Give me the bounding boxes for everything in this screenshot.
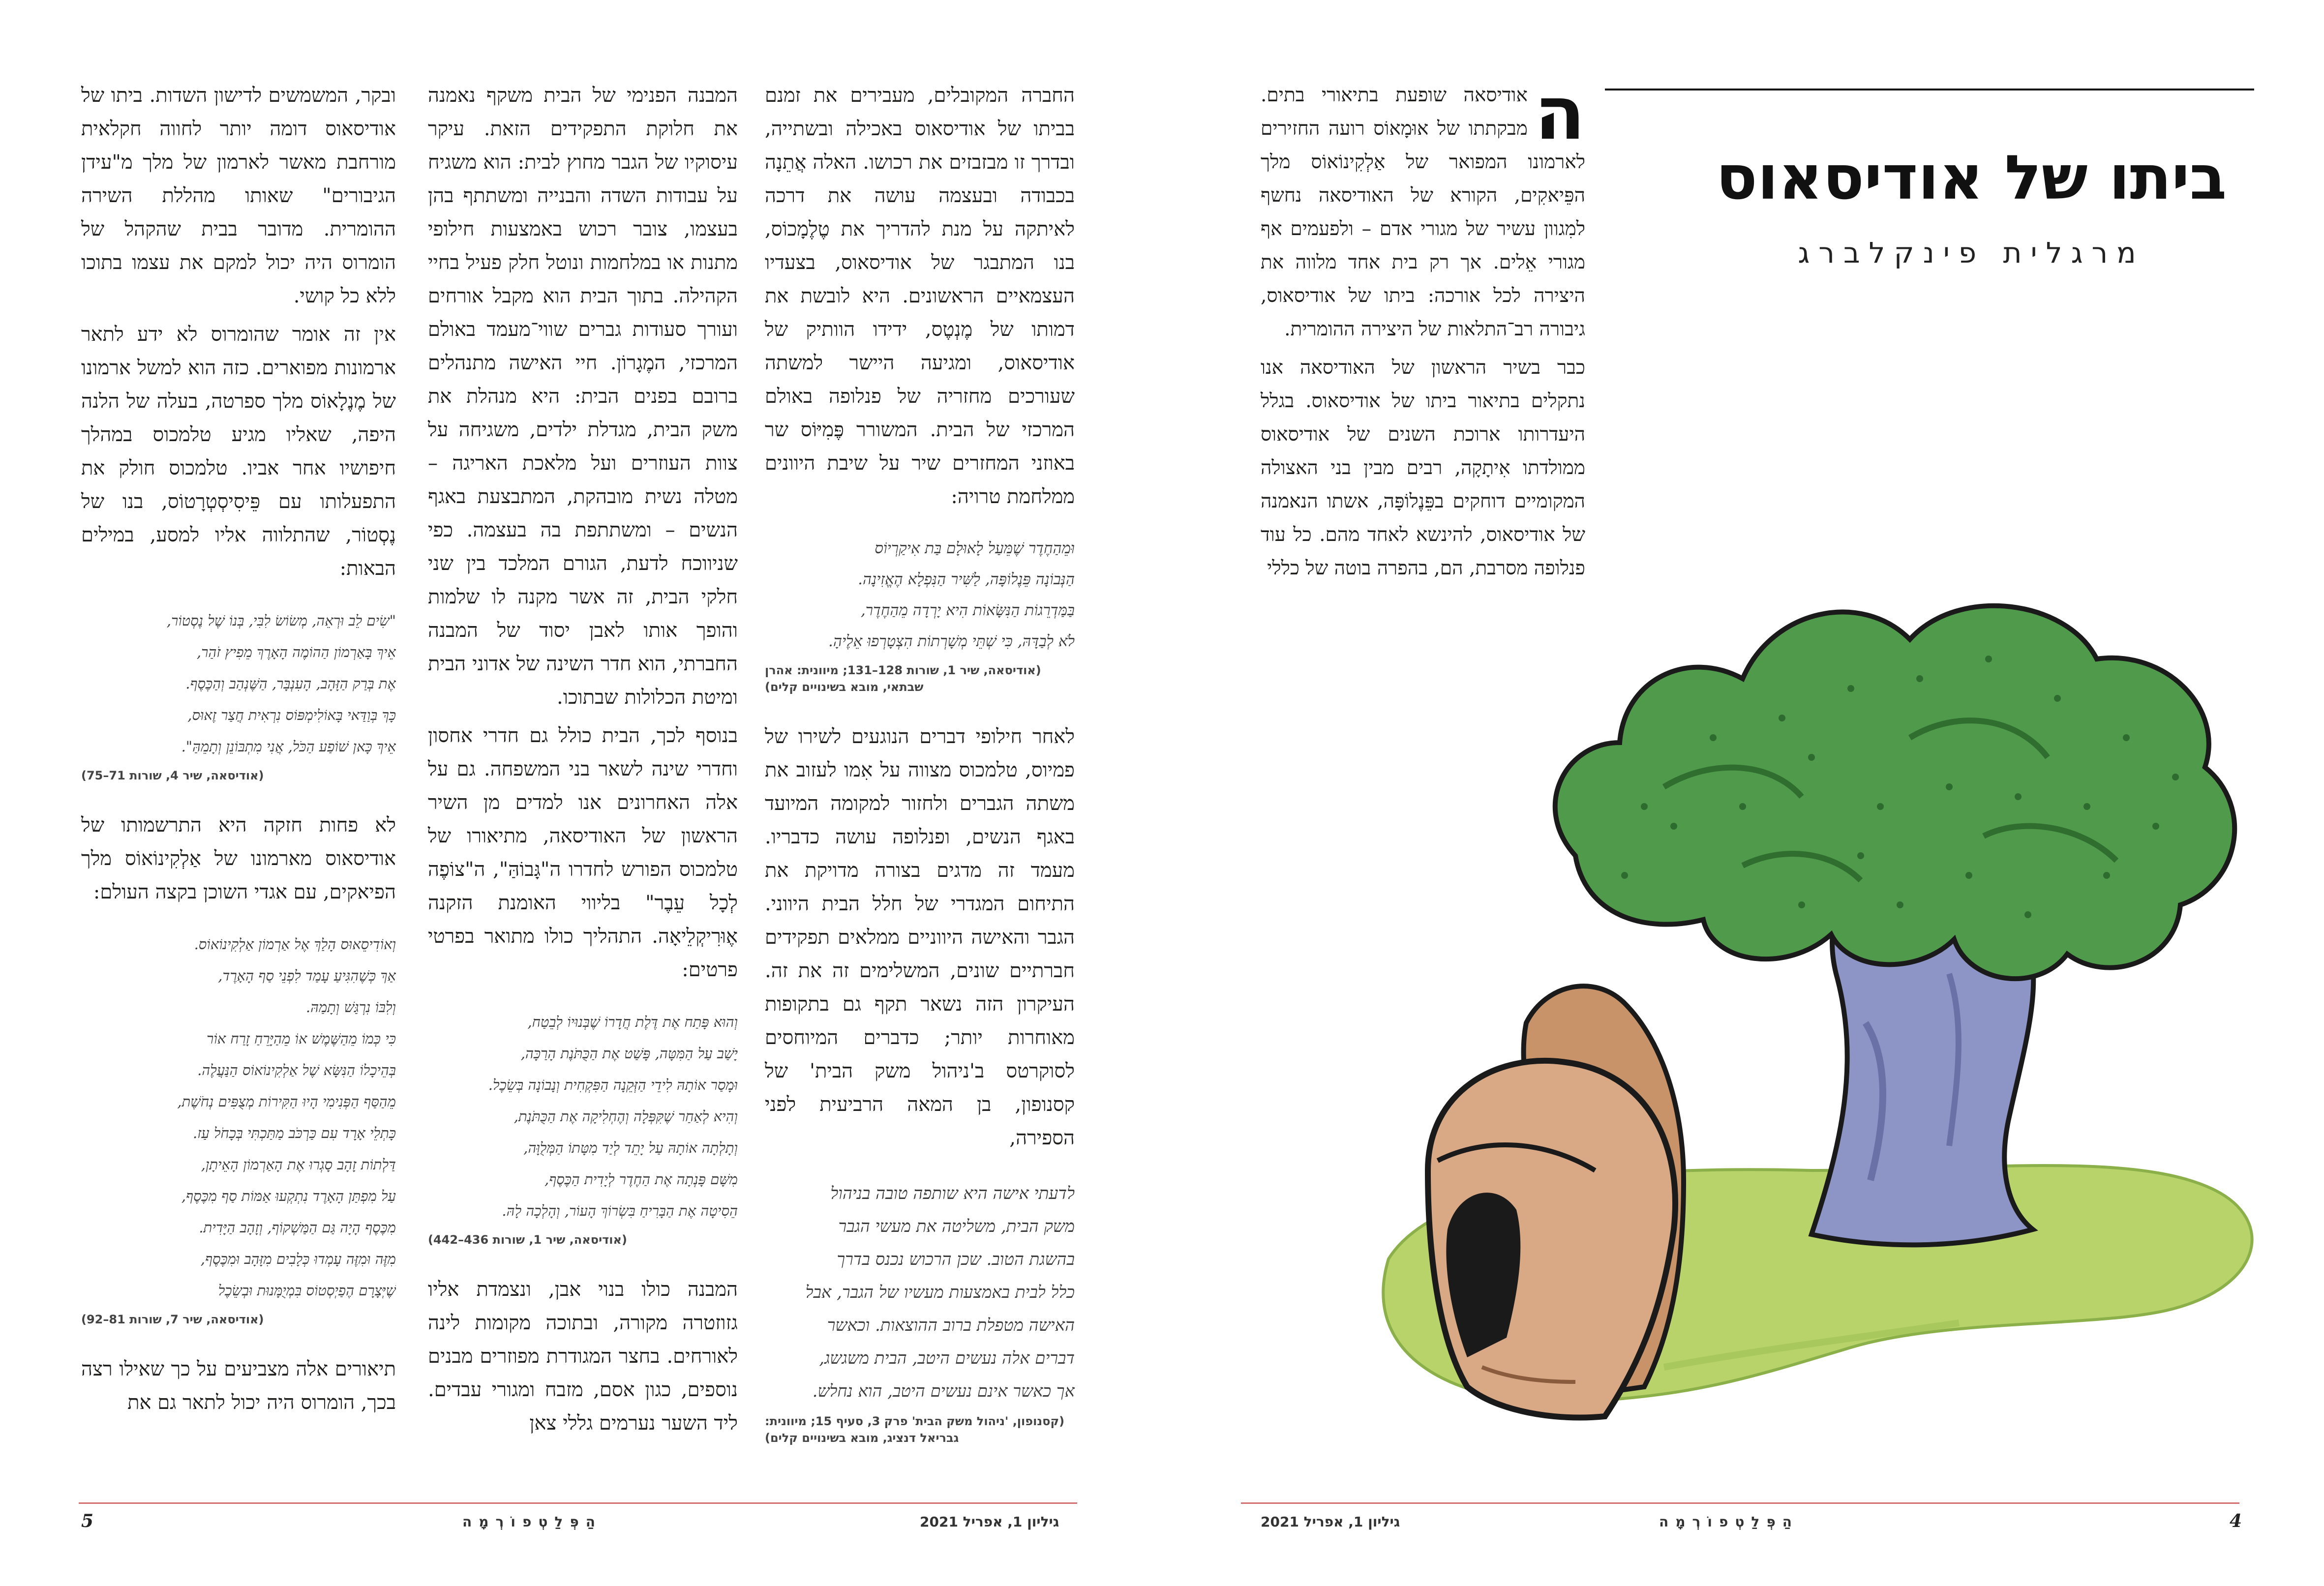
poem-line: כָּתְלֵי אָרָד עִם כַּרְכֹּב מַתַּכְתִּי בְּכָחֹל עַז. xyxy=(193,1125,396,1141)
poem-line: וְהוּא פָּתַח אֶת דֶּלֶת חֲדָרוֹ שֶׁבְּנוּיוֹ לְבֵטַח, xyxy=(527,1014,738,1030)
quote-line: משק הבית, משליטה את מעשי הגבר xyxy=(838,1217,1075,1236)
article-author: מרגלית פינקלברג xyxy=(1798,236,2145,269)
poem-line: וּמָסַר אוֹתָהּ לִידֵי הַזְּקֵנָה הַפִּקְחִית וְנָבוֹנָה בְּשֵׂכֶל. xyxy=(488,1077,738,1093)
poem-line: וְאוֹדִיסֵאוּס הָלַךְ אֶל אַרְמוֹן אַלְקִינוֹאוֹס. xyxy=(194,936,396,953)
text-column-opening xyxy=(1261,71,1585,590)
poem-line: מִכֶּסֶף הָיָה גַּם הַמַּשְׁקוֹף, וְזָהָב הַיָּדִית. xyxy=(199,1219,396,1236)
paragraph: בנוסף לכך, הבית כולל גם חדרי אחסון וחדרי שינה לשאר בני המשפחה. גם על אלה האחרונים אנו למדים מן השיר הראשון של האודיסאה, מתיאורו של טלמכוס הפורש לחדרו ה"גָּבוֹהַּ", ה"צוֹפֶה לְכָל עֵבֶר" בליווי האומנת הזקנה אֶוּרִיקְלֵיאָה. התהליך כולו מתואר בפרטי פרטים: xyxy=(428,724,738,981)
citation: (אודיסאה, שיר 1, שורות 436–442) xyxy=(428,1233,627,1247)
poem-line: יָשַׁב עַל הַמִּטָּה, פָּשַׁט אֶת הַכֻּתֹּנֶת הָרַכָּה, xyxy=(520,1045,738,1062)
poem-line: שֶׁיְּצָרָם הֶפַיְסְטוֹס בִּמְיֻמָּנוּת וּבְשֵׂכֶל xyxy=(218,1282,396,1299)
title-rule xyxy=(1605,89,2254,90)
poem-line: "שִׂים לֵב וּרְאֵה, מְשׂוֹשׂ לִבִּי, בְּנוֹ שֶׁל נֶסְטוֹר, xyxy=(166,612,396,629)
illustration xyxy=(1369,531,2274,1475)
poem-line: אֶת בְּרַק הַזָּהָב, הָעִנְבָּר, הַשֶּׁנְהַב וְהַכֶּסֶף. xyxy=(185,675,396,692)
paragraph: תיאורים אלה מצביעים על כך שאילו רצה בכך, הומרוס היה יכול לתאר גם את xyxy=(81,1358,396,1414)
poem-line: אֵיךְ בָּאַרְמוֹן הַהוֹמֶה הָאָרֶךְ מֵפִיץ זֹהַר, xyxy=(196,644,396,660)
poem-line: בַּמַּדְרֵגוֹת הַנִּשָּׂאוֹת הִיא יָרְדָה מֵהַחֶדֶר, xyxy=(860,601,1075,619)
citation: (אודיסאה, שיר 7, שורות 81–92) xyxy=(81,1313,264,1326)
citation: (אודיסאה, שיר 4, שורות 71–75) xyxy=(81,769,264,782)
poem-line: לֹא לְבַדָּהּ, כִּי שְׁתֵּי מְשָׁרְתוֹת הִצְטָרְפוּ אֵלֶיהָ. xyxy=(828,632,1075,650)
quote-line: בהשגת הטוב. שכן הרכוש נכנס בדרך xyxy=(837,1250,1075,1269)
greek-helmet xyxy=(1428,986,1684,1417)
page-number: 4 xyxy=(2230,1511,2242,1531)
citation: (קסנופון, 'ניהול משק הבית' פרק 3, סעיף 15; מיוונית: גבריאל דנציג, מובא בשינויים קלים) xyxy=(765,1414,1065,1445)
poem-line: בְּהֵיכָלוֹ הַנִּשָּׂא שֶׁל אַלְקִינוֹאוֹס הַנַּעֲלֶה. xyxy=(197,1062,396,1078)
paragraph: כבר בשיר הראשון של האודיסאה אנו נתקלים בתיאור ביתו של אודיסאוס. בגלל היעדרותו ארוכת השנים של אודיסאוס ממולדתו אִיתָקָה, רבים מבין בני האצולה המקומיים דוחקים בפֵּנֶלוֹפָּה, אשתו הנאמנה של אודיסאוס, להינשא לאחד מהם. כל עוד פנלופה מסרבת, הם, בהפרה בוטה של כללי xyxy=(1261,357,1585,579)
poem-line: וְלִבּוֹ נִרְגַּשׁ וְתָמַהּ. xyxy=(305,999,396,1016)
paragraph: ובקר, המשמשים לדישון השדות. ביתו של אודיסאוס דומה יותר לחווה חקלאית מורחבת מאשר לארמון של מלך מ"עידן הגיבורים" שאותו מהללת השירה ההומרית. מדובר בבית שהקהל של הומרוס היה יכול למקם את עצמו בתוכו ללא כל קושי. xyxy=(81,84,396,307)
footer-issue: גיליון 1, אפריל 2021 xyxy=(1261,1514,1400,1530)
footer-magazine-name: הַפְּלַטְפוֹרְמָה xyxy=(1659,1514,1799,1530)
page-number: 5 xyxy=(81,1511,94,1531)
poem-line: כָּךְ בְּוַדַּאי בָּאוֹלִימְפּוֹס נִרְאִית חֲצַר זֶאוּס, xyxy=(187,707,396,723)
citation: (אודיסאה, שיר 1, שורות 128–131; מיוונית: אהרן שבתאי, מובא בשינויים קלים) xyxy=(765,663,1041,694)
poem-quote xyxy=(428,1006,738,1227)
footer-magazine-name: הַפְּלַטְפוֹרְמָה xyxy=(462,1514,602,1530)
quote-line: אך כאשר אינם נעשים היטב, הוא נחלש. xyxy=(812,1381,1075,1401)
paragraph: לאחר חילופי דברים הנוגעים לשירו של פמיוס, טלמכוס מצווה על אִמו לעזוב את משתה הגברים ולחזור למקומה המיועד באגף הנשים, ופנלופה עושה כדבריו. מעמד זה מדגים בצורה מדויקת את התיחום המגדרי של חלל הבית היווני. הגבר והאישה היווניים ממלאים תפקידים חברתיים שונים, המשלימים זה את זה. העיקרון הזה נשאר תקף גם בתקופות מאוחרות יותר; כדברים המיוחסים לסוקרטס ב'ניהול משק הבית' של קסנופון, בן המאה הרביעית לפני הספירה, xyxy=(765,725,1075,1149)
quote-line: לדעתי אישה היא שותפה טובה בניהול xyxy=(830,1184,1075,1203)
paragraph: המבנה כולו בנוי אבן, ונצמדת אליו גזוזטרה מקורה, ובתוכה מקומות לינה לאורחים. בחצר המגודרת מפוזרים מבנים נוספים, כגון אסם, מזבח ומגורי עבדים. ליד השער נערמים גללי צאן xyxy=(428,1278,738,1435)
footer-rule xyxy=(1241,1502,2239,1504)
quote-line: דברים אלה נעשים היטב, הבית משגשג, xyxy=(819,1348,1075,1368)
quote-line: כלל לבית באמצעות מעשיו של הגבר, אבל xyxy=(805,1283,1075,1302)
poem-line: וְהִיא לְאַחַר שֶׁקִּפְּלָה וְהֶחְלִיקָה אֶת הַכֻּתֹּנֶת, xyxy=(513,1108,738,1125)
paragraph: לא פחות חזקה היא התרשמותו של אודיסאוס מארמונו של אַלְקִינוֹאוֹס מלך הפיאקים, עם אגדי השוכן בקצה העולם: xyxy=(81,814,396,903)
poem-line: דַּלְתוֹת זָהָב סָגְרוּ אֶת הָאַרְמוֹן הָאֵיתָן, xyxy=(201,1156,396,1173)
poem-line: כִּי כְּמוֹ מֵהַשֶּׁמֶשׁ אוֹ מֵהַיָּרֵחַ זָרַח אוֹר xyxy=(207,1030,396,1047)
text-column-middle xyxy=(428,79,738,1445)
footer-issue: גיליון 1, אפריל 2021 xyxy=(920,1514,1059,1530)
paragraph: החברה המקובלים, מעבירים את זמנם בביתו של אודיסאוס באכילה ובשתייה, ובדרך זו מבזבזים את רכושו. האלה אֲתֵנָה בכבודה ובעצמה עושה את דרכה לאיתקה על מנת להדריך את טֶלֶמָכוֹס, בנו המתבגר של אודיסאוס, בצעדיו העצמאיים הראשונים. היא לובשת את דמותו של מֶנְטֶס, ידידו הוותיק של אודיסאוס, ומגיעה היישר למשתה שעורכים מחזריה של פנלופה באולם המרכזי של הבית. המשורר פֶּמִיּוֹס שר באוזני המחזרים שיר על שיבת היוונים ממלחמת טרויה: xyxy=(765,84,1075,508)
poem-line: עַל מִפְתַּן הָאָרֶד נִתְקְעוּ אַמּוֹת סַף מִכֶּסֶף, xyxy=(181,1188,396,1204)
poem-line: מִשָּׁם פָּנְתָה אֶת הַחֶדֶר לְיָדִית הַכֶּסֶף, xyxy=(544,1171,738,1188)
opening-paragraph: ה אודיסאה שופעת בתיאורי בתים. מבקתתו של אוּמָאוֹס רועה החזירים לארמונו המפואר של אַלְקִינוֹאוֹס מלך הפֵּיאקִים, הקורא של האודיסאה נחשף למִגוון עשיר של מגורי אדם – ולפעמים אף מגורי אֵלים. אך רק בית אחד מלווה את היצירה לכל אורכה: ביתו של אודיסאוס, גיבורה רב־התלאות של היצירה ההומרית. xyxy=(1261,71,1585,340)
quote-line: האישה מטפלת ברוב ההוצאות. וכאשר xyxy=(827,1316,1075,1335)
right-page xyxy=(1162,0,2324,1586)
text-column-left xyxy=(81,79,396,1424)
poem-line: וּמֵהַחֶדֶר שֶׁמֵּעַל לָאוּלָם בַּת אִיקַרְיוֹס xyxy=(875,539,1075,557)
footer-rule xyxy=(79,1502,1077,1504)
poem-quote xyxy=(81,928,396,1306)
poem-line: אַךְ כְּשֶׁהִגִּיעַ עָמַד לִפְנֵי סַף הָאָרֶד, xyxy=(218,967,396,984)
tree-foliage xyxy=(1555,606,2234,979)
paragraph: המבנה הפנימי של הבית משקף נאמנה את חלוקת התפקידים הזאת. עיקר עיסוקיו של הגבר מחוץ לבית: הוא משגיח על עבודות השדה והבנייה ומשתתף בהן בעצמו, צובר רכוש באמצעות חילופי מתנות או במלחמות ונוטל חלק פעיל בחיי הקהילה. בתוך הבית הוא מקבל אורחים ועורך סעודות גברים שווי־מעמד באולם המרכזי, המֶגָרוֹן. חיי האישה מתנהלים ברובם בפנים הבית: היא מנהלת את משק הבית, מגדלת ילדים, משגיחה על צוות העוזרים ועל מלאכת האריגה – מטלה נשית מובהקת, המתבצעת באגף הנשים – ומשתתפת בה בעצמה. כפי שניווכח לדעת, הגורם המלכד בין שני חלקי הבית, זה אשר מקנה לו שלמות והופך אותו לאבן יסוד של המבנה החברתי, הוא חדר השינה של אדוני הבית ומיטת הכלולות שבתוכו. xyxy=(428,84,738,709)
text-column-right xyxy=(765,79,1075,1471)
poem-line: מֵהַסַּף הַפְּנִימִי הָיוּ הַקִּירוֹת מְצֻפִּים נְחֹשֶׁת, xyxy=(177,1093,396,1110)
poem-line: וְתָלְתָה אוֹתָהּ עַל יָתֵד לְיַד מִטָּתוֹ הַמְּלֻוָּה, xyxy=(523,1139,738,1156)
poem-line: הַנְּבוֹנָה פֵּנֶלוֹפָּה, לַשִּׁיר הַנִּפְלָא הֶאֱזִינָה. xyxy=(858,570,1075,588)
article-title: ביתו של אודיסאוס xyxy=(1716,143,2227,213)
poem-line: מִזֶּה וּמִזֶּה עָמְדוּ כְּלָבִים מִזָּהָב וּמִכֶּסֶף, xyxy=(200,1251,396,1267)
prose-quote xyxy=(765,1177,1075,1408)
poem-quote xyxy=(765,533,1075,657)
drop-cap: ה xyxy=(1534,71,1585,156)
poem-line: הֵסִיטָה אֶת הַבָּרִיחַ בִּשְׂרוֹךְ הָעוֹר, וְהָלְכָה לָהּ. xyxy=(502,1202,738,1219)
poem-line: אֵיךְ כָּאן שׁוֹפַע הַכֹּל, אֲנִי מִתְבּוֹנֵן וְתָמֵהַּ". xyxy=(181,738,396,755)
paragraph: אין זה אומר שהומרוס לא ידע לתאר ארמונות מפוארים. כזה הוא למשל ארמונו של מֶנֶלָאוֹס מלך ספרטה, בעלה של הלנה היפה, שאליו מגיע טלמכוס במהלך חיפושיו אחר אביו. טלמכוס חולק את התפעלותו עם פֵּיסִיסְטְרָטוֹס, בנו של נֶסְטוֹר, שהתלווה אליו למסע, במילים הבאות: xyxy=(81,323,396,580)
poem-quote xyxy=(81,605,396,762)
